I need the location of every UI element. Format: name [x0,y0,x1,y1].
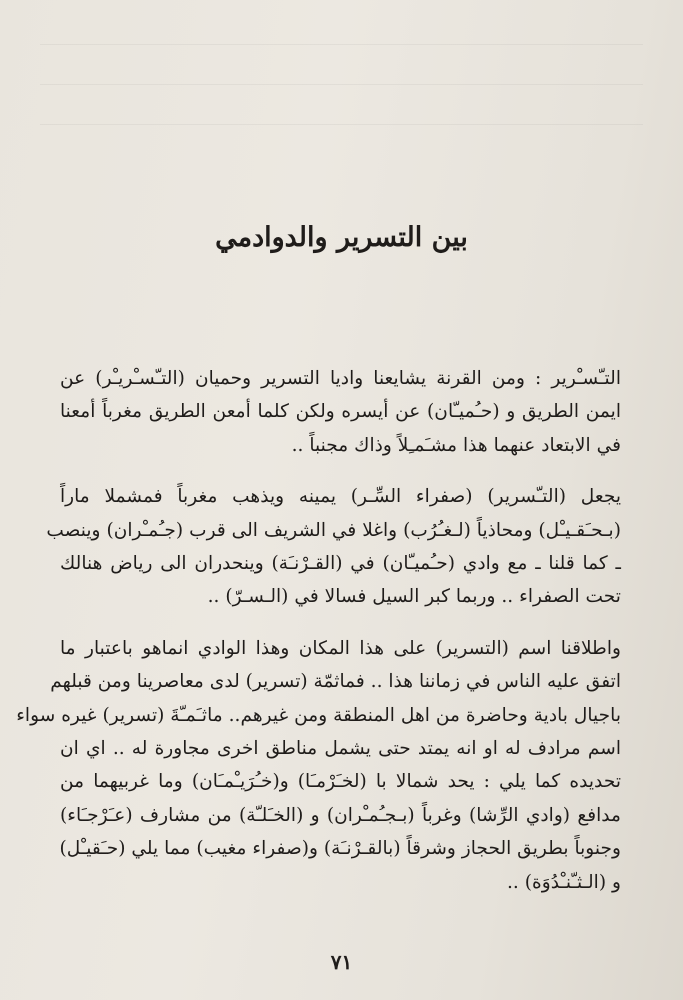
bleed-through-text [40,20,643,130]
text-line: اسم مرادف له او انه يمتد حتى يشمل مناطق اخرى مجاورة له .. اي ان [60,738,621,760]
text-line: (بـحـَقـيـْل) ومحاذياً (لـغـُرُب) واغلا في الشريف الى قرب (جـُمـْران) وينصب [46,519,621,541]
text-line: يجعل (التـّسرير) (صفراء السِّـر) يمينه ويذهب مغرباً فمشملا ماراً [60,486,621,508]
text-line: اتفق عليه الناس في زماننا هذا .. فماثمّة (تسرير) لدى معاصرينا ومن قبلهم [50,671,621,693]
text-line: واطلاقنا اسم (التسرير) على هذا المكان وهذا الوادي انماهو باعتبار ما [60,637,621,659]
page-number: ٧١ [330,950,353,974]
body-text [16,362,621,917]
text-line: و (الـثـّنـْدُوَة) .. [506,871,621,893]
paragraph-1 [60,362,621,462]
text-line: وجنوباً بطريق الحجاز وشرقاً (بالقـرْنـَة) و(صفراء مغيب) مما يلي (حـَقيـْل) [59,838,621,860]
text-line: في الابتعاد عنهما هذا مشـَمـِلاً وذاك مجنباً .. [291,434,621,456]
text-line: ـ كما قلنا ـ مع وادي (حـُميـّان) في (القـرْنـَة) وينحدران الى رياض هنالك [60,553,621,575]
text-line: التـّسـْرير : ومن القرنة يشايعنا واديا التسرير وحميان (التـّسـْريـْر) عن [60,368,621,389]
text-line: باجيال بادية وحاضرة من اهل المنطقة ومن غيرهم.. ماثـَمـّةَ (تسرير) غيره سواء [16,704,621,726]
text-line: تحت الصفراء .. وربما كبر السيل فسالا في (الـسـرّ) .. [207,586,621,608]
paragraph-2 [46,480,621,614]
text-line: ايمن الطريق و (حـُميـّان) عن أيسره ولكن كلما أمعن الطريق مغرباً أمعنا [60,401,621,423]
text-line: تحديده كما يلي : يحد شمالا با (لخـَرْمـَا) و(خـُرَيـْمـَان) وما غربيهما من [60,771,621,793]
page-title: بين التسرير والدوادمي [215,222,468,253]
paragraph-3 [16,632,621,899]
text-line: مدافع (وادي الرِّشا) وغرباً (بـجـُمـْران) و (الخـَلـّة) من مشارف (عـَرْجـَاء) [60,804,621,826]
